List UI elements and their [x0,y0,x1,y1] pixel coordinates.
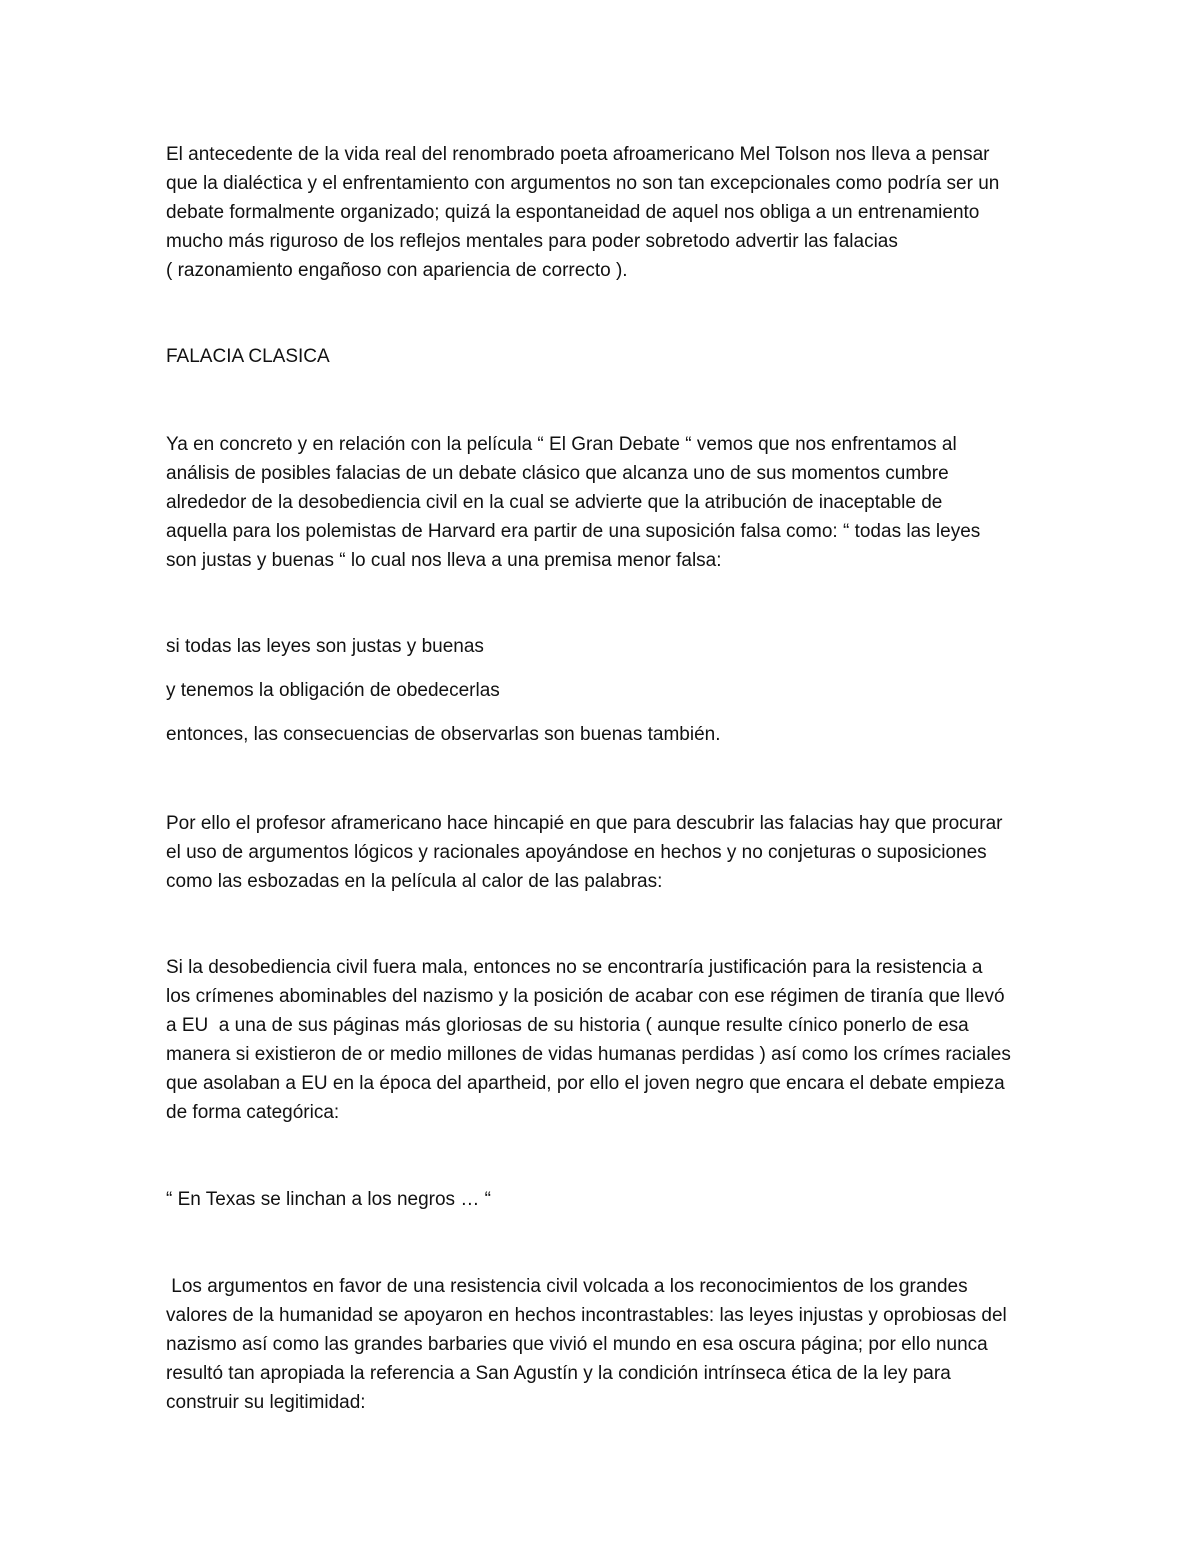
paragraph-4-line-3: a EU a una de sus páginas más gloriosas de su historia ( aunque resulte cínico ponerlo de esa [166,1015,969,1036]
paragraph-4-line-6: de forma categórica: [166,1102,340,1123]
premise-1: si todas las leyes son justas y buenas [166,636,484,657]
premise-2: y tenemos la obligación de obedecerlas [166,680,500,701]
paragraph-2-line-1: Ya en concreto y en relación con la película “ El Gran Debate “ vemos que nos enfrentamos al [166,434,957,455]
paragraph-5-line-1: Los argumentos en favor de una resistencia civil volcada a los reconocimientos de los grandes [166,1276,968,1297]
paragraph-1-line-2: que la dialéctica y el enfrentamiento con argumentos no son tan excepcionales como podría ser un [166,173,1000,194]
section-heading: FALACIA CLASICA [166,346,330,367]
paragraph-3-line-1: Por ello el profesor aframericano hace hincapié en que para descubrir las falacias hay que procurar [166,813,1003,834]
paragraph-2-line-5: son justas y buenas “ lo cual nos lleva a una premisa menor falsa: [166,550,722,571]
paragraph-4-line-4: manera si existieron de or medio millones de vidas humanas perdidas ) así como los crímes raciales [166,1044,1011,1065]
paragraph-1-line-1: El antecedente de la vida real del renombrado poeta afroamericano Mel Tolson nos lleva a pensar [166,144,990,165]
paragraph-5-line-3: nazismo así como las grandes barbaries que vivió el mundo en esa oscura página; por ello nunca [166,1334,988,1355]
paragraph-1-line-3: debate formalmente organizado; quizá la espontaneidad de aquel nos obliga a un entrenamiento [166,202,980,223]
paragraph-2-line-3: alrededor de la desobediencia civil en la cual se advierte que la atribución de inaceptable de [166,492,943,513]
quote-line: “ En Texas se linchan a los negros … “ [166,1189,491,1210]
paragraph-3-line-3: como las esbozadas en la película al calor de las palabras: [166,871,663,892]
paragraph-1-line-5: ( razonamiento engañoso con apariencia de correcto ). [166,260,628,281]
paragraph-4-line-5: que asolaban a EU en la época del apartheid, por ello el joven negro que encara el debate empieza [166,1073,1005,1094]
paragraph-4-line-2: los crímenes abominables del nazismo y la posición de acabar con ese régimen de tiranía que llevó [166,986,1005,1007]
paragraph-3-line-2: el uso de argumentos lógicos y racionales apoyándose en hechos y no conjeturas o suposiciones [166,842,987,863]
premise-3: entonces, las consecuencias de observarlas son buenas también. [166,724,721,745]
paragraph-2-line-2: análisis de posibles falacias de un debate clásico que alcanza uno de sus momentos cumbre [166,463,949,484]
paragraph-2-line-4: aquella para los polemistas de Harvard era partir de una suposición falsa como: “ todas las leyes [166,521,981,542]
paragraph-5-line-2: valores de la humanidad se apoyaron en hechos incontrastables: las leyes injustas y oprobiosas del [166,1305,1007,1326]
paragraph-5-line-4: resultó tan apropiada la referencia a San Agustín y la condición intrínseca ética de la ley para [166,1363,951,1384]
paragraph-1-line-4: mucho más riguroso de los reflejos mentales para poder sobretodo advertir las falacias [166,231,898,252]
paragraph-5-line-5: construir su legitimidad: [166,1392,366,1413]
paragraph-4-line-1: Si la desobediencia civil fuera mala, entonces no se encontraría justificación para la resistencia a [166,957,983,978]
